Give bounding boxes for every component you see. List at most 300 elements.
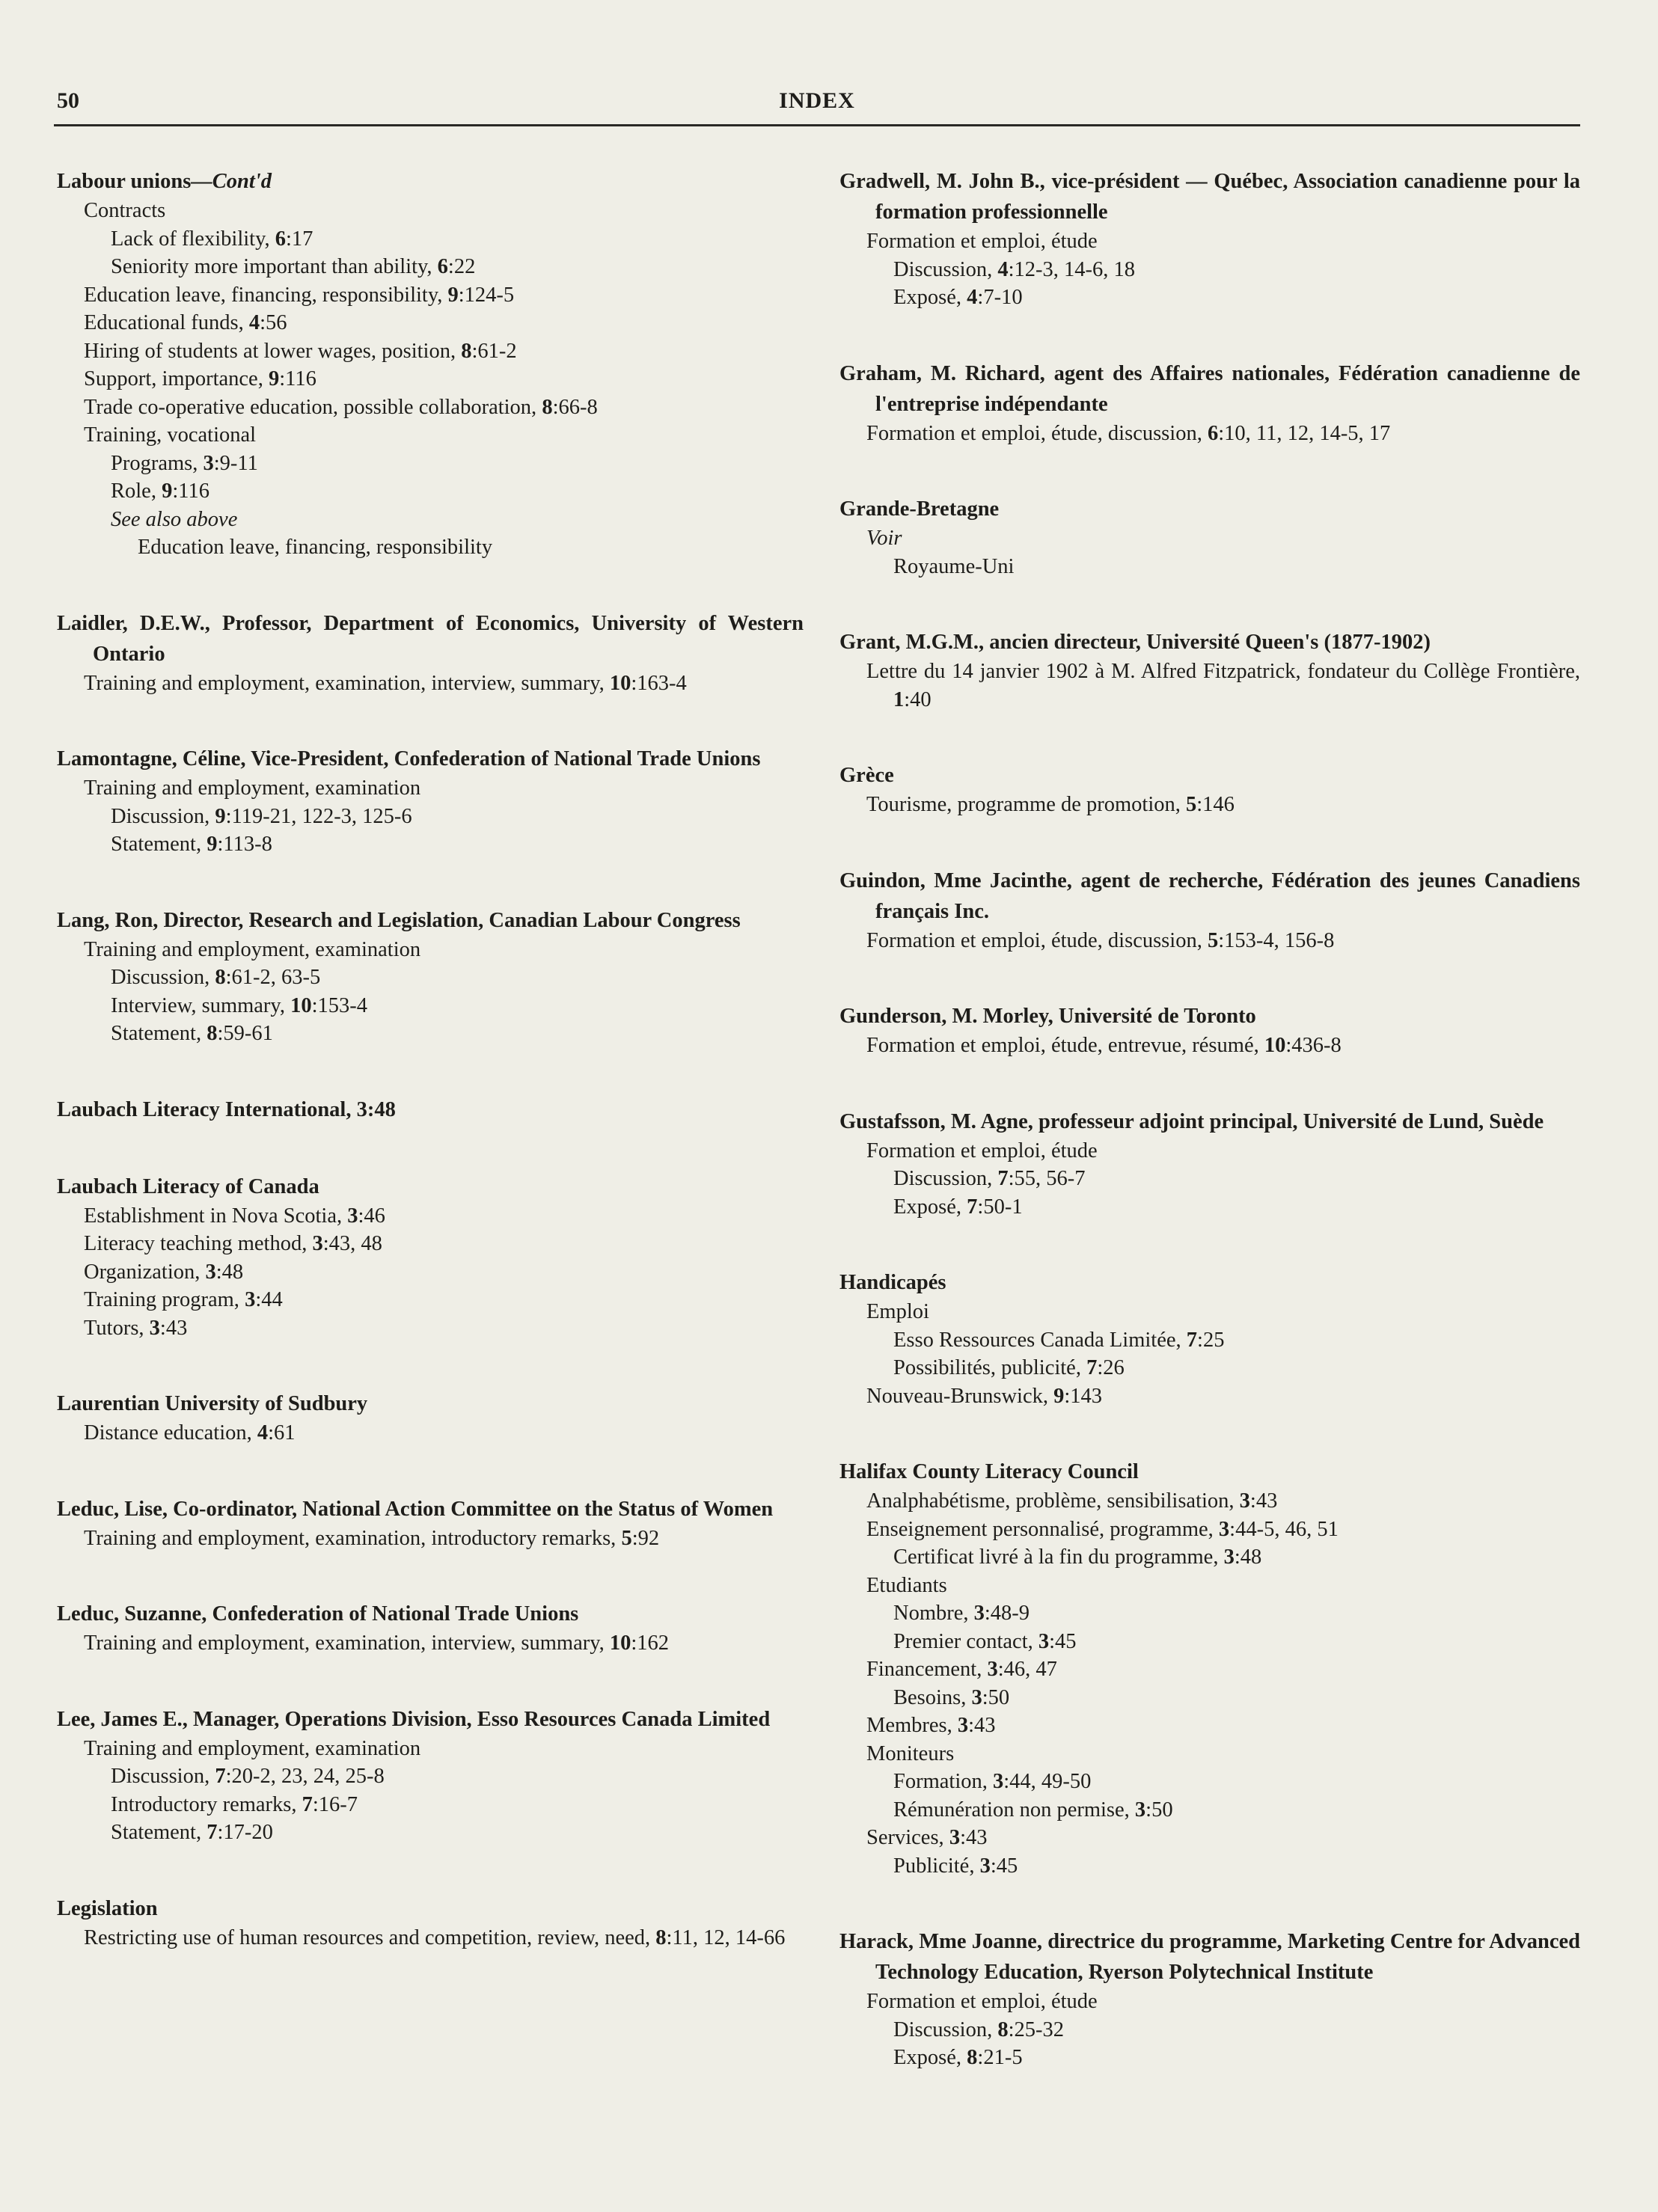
subentry-text: Training, vocational: [84, 423, 257, 447]
page-reference: :25: [1197, 1328, 1225, 1352]
subentry: [839, 553, 1580, 581]
subentry-text: Introductory remarks,: [111, 1792, 302, 1816]
issue-number: 3: [312, 1232, 323, 1255]
page-reference: :7-10: [977, 286, 1023, 309]
page-reference: :50-1: [977, 1195, 1023, 1219]
subentry-text: Distance education,: [84, 1421, 257, 1444]
subentry: [839, 1740, 1580, 1768]
subentry: [839, 1165, 1580, 1193]
entry-heading-text: Handicapés: [839, 1271, 946, 1294]
subentry-text: Discussion,: [111, 1765, 215, 1788]
subentry: [57, 1525, 804, 1553]
index-entry: [57, 1094, 804, 1125]
entry-heading-text: Halifax County Literacy Council: [839, 1460, 1139, 1483]
page-reference: :10, 11, 12, 14-5, 17: [1218, 421, 1391, 445]
entry-heading-text: Grant, M.G.M., ancien directeur, Université Queen's (1877-1902): [839, 631, 1431, 654]
subentry-text: Services,: [866, 1826, 949, 1849]
entry-heading: [839, 1001, 1580, 1032]
issue-number: 5: [1207, 928, 1219, 952]
subentry-text: Formation et emploi, étude, discussion,: [866, 928, 1208, 952]
index-entry: [839, 358, 1580, 448]
page-reference: :44, 49-50: [1003, 1770, 1092, 1793]
page-reference: :17-20: [217, 1821, 273, 1844]
entry-heading: [57, 1388, 804, 1419]
subentry-text: Tourisme, programme de promotion,: [866, 793, 1186, 816]
issue-number: 4: [257, 1421, 269, 1444]
subentry: [839, 1824, 1580, 1852]
entry-heading-text: Legislation: [57, 1896, 158, 1920]
subentry: [57, 1629, 804, 1658]
index-entry: [839, 1926, 1580, 2072]
subentry: [839, 791, 1580, 819]
subentry-text: Training and employment, examination, introductory remarks,: [84, 1526, 622, 1550]
subentry-text: Emploi: [866, 1300, 929, 1323]
issue-number: 3: [949, 1826, 961, 1849]
subentry: [57, 936, 804, 964]
issue-number: 3: [979, 1854, 991, 1878]
index-entry: [57, 608, 804, 698]
entry-heading: [839, 358, 1580, 420]
index-entry: [839, 627, 1580, 714]
page-reference: :66-8: [552, 395, 598, 419]
page-reference: :124-5: [458, 283, 515, 307]
issue-number: 9: [268, 367, 280, 390]
entry-heading-text: Harack, Mme Joanne, directrice du programme, Marketing Centre for Advanced Technology Education, Ryerson Polytechnical Institute: [839, 1930, 1580, 1984]
subentry: [57, 506, 804, 534]
subentry: [57, 337, 804, 366]
subentry-text: Statement,: [111, 1821, 207, 1844]
index-column-left: [57, 166, 804, 1998]
page-number: 50: [57, 88, 79, 113]
page-reference: :48: [1234, 1545, 1262, 1569]
subentry-text: Formation et emploi, étude, discussion,: [866, 421, 1208, 445]
subentry: [57, 1258, 804, 1287]
entry-heading: [839, 1926, 1580, 1988]
subentry-text: Training and employment, examination, interview, summary,: [84, 1632, 610, 1655]
issue-number: 3: [1239, 1489, 1250, 1513]
subentry: [57, 1286, 804, 1314]
page-reference: :436-8: [1285, 1034, 1342, 1057]
subentry-text: Statement,: [111, 1022, 207, 1045]
subentry: [57, 1314, 804, 1343]
subentry: [839, 658, 1580, 714]
issue-number: 8: [215, 966, 226, 989]
subentry: [839, 927, 1580, 955]
index-entry: [839, 1267, 1580, 1410]
subentry-text: Lettre du 14 janvier 1902 à M. Alfred Fitzpatrick, fondateur du Collège Frontière,: [866, 660, 1580, 683]
entry-heading-text: Laubach Literacy International, 3:48: [57, 1097, 396, 1121]
entry-heading-text: Lang, Ron, Director, Research and Legislation, Canadian Labour Congress: [57, 908, 741, 932]
page-reference: :61-2: [471, 339, 517, 363]
subentry-text: Moniteurs: [866, 1741, 955, 1765]
page-reference: :50: [1145, 1798, 1173, 1822]
subentry: [839, 524, 1580, 553]
subentry-text: Nouveau-Brunswick,: [866, 1384, 1054, 1408]
subentry: [57, 253, 804, 281]
page-reference: :11, 12, 14-66: [666, 1925, 786, 1949]
subentry-text: Seniority more important than ability,: [111, 255, 438, 278]
subentry-text: Etudiants: [866, 1573, 947, 1597]
subentry-text: Enseignement personnalisé, programme,: [866, 1517, 1219, 1541]
subentry: [57, 1791, 804, 1819]
issue-number: 6: [437, 255, 448, 278]
subentry: [839, 1572, 1580, 1600]
subentry: [57, 1419, 804, 1447]
subentry: [839, 1684, 1580, 1712]
subentry-text: Education leave, financing, responsibility,: [84, 283, 448, 307]
issue-number: 3: [993, 1770, 1004, 1793]
issue-number: 4: [248, 311, 260, 334]
cross-reference: See also above: [111, 507, 238, 531]
page-reference: :153-4: [311, 993, 367, 1017]
continued-marker: —Cont'd: [191, 170, 272, 193]
page-reference: :9-11: [213, 451, 258, 475]
subentry-text: Royaume-Uni: [893, 554, 1015, 578]
page-reference: :50: [982, 1685, 1010, 1709]
subentry: [57, 309, 804, 337]
issue-number: 9: [207, 833, 218, 856]
subentry-text: Formation et emploi, étude: [866, 1139, 1098, 1162]
index-column-right: [839, 166, 1580, 2118]
subentry-text: Tutors,: [84, 1316, 150, 1340]
subentry: [57, 1230, 804, 1258]
subentry-text: Exposé,: [893, 286, 967, 309]
subentry-text: Lack of flexibility,: [111, 227, 275, 251]
subentry: [839, 2016, 1580, 2044]
subentry: [57, 774, 804, 803]
page-reference: :61-2, 63-5: [225, 966, 321, 989]
page-reference: :12-3, 14-6, 18: [1008, 257, 1135, 281]
issue-number: 3: [347, 1204, 358, 1228]
entry-heading-text: Leduc, Suzanne, Confederation of National Trade Unions: [57, 1602, 579, 1626]
entry-heading-text: Graham, M. Richard, agent des Affaires nationales, Fédération canadienne de l'entreprise indépendante: [839, 361, 1580, 416]
subentry-text: Formation,: [893, 1770, 993, 1793]
page-reference: :163-4: [631, 671, 687, 695]
subentry: [57, 197, 804, 225]
subentry-text: Training and employment, examination: [84, 1736, 421, 1760]
issue-number: 9: [162, 480, 173, 503]
subentry: [57, 1762, 804, 1791]
page-reference: :43: [159, 1316, 188, 1340]
page-reference: :45: [990, 1854, 1018, 1878]
entry-heading-text: Grèce: [839, 764, 894, 787]
page-reference: :61: [268, 1421, 296, 1444]
subentry: [57, 1020, 804, 1048]
subentry-text: Discussion,: [893, 257, 998, 281]
subentry: [839, 1655, 1580, 1684]
subentry: [839, 1487, 1580, 1516]
page-reference: :48-9: [984, 1602, 1030, 1625]
subentry-text: Exposé,: [893, 2046, 967, 2069]
issue-number: 3: [149, 1316, 160, 1340]
subentry-text: Membres,: [866, 1714, 958, 1737]
subentry: [839, 1796, 1580, 1825]
subentry-text: Support, importance,: [84, 367, 269, 390]
subentry: [839, 284, 1580, 312]
subentry-text: Educational funds,: [84, 311, 249, 334]
subentry: [57, 1735, 804, 1763]
entry-heading: [57, 166, 804, 197]
issue-number: 9: [447, 283, 459, 307]
entry-heading: [839, 1106, 1580, 1137]
subentry-text: Statement,: [111, 833, 207, 856]
entry-heading: [57, 905, 804, 936]
entry-heading-text: Laurentian University of Sudbury: [57, 1392, 368, 1415]
issue-number: 10: [290, 993, 312, 1017]
entry-heading-text: Gunderson, M. Morley, Université de Toronto: [839, 1005, 1256, 1028]
subentry: [57, 830, 804, 859]
subentry-text: Nombre,: [893, 1602, 974, 1625]
subentry: [57, 1202, 804, 1231]
subentry-text: Hiring of students at lower wages, position,: [84, 339, 462, 363]
subentry: [57, 1819, 804, 1847]
entry-heading: [839, 866, 1580, 927]
entry-heading: [57, 1599, 804, 1629]
entry-heading: [839, 166, 1580, 227]
index-entry: [57, 166, 804, 562]
subentry: [839, 227, 1580, 256]
running-head: INDEX: [779, 88, 855, 113]
subentry-text: Financement,: [866, 1658, 988, 1681]
page-reference: :43, 48: [322, 1232, 382, 1255]
subentry: [57, 281, 804, 310]
entry-heading-text: Labour unions: [57, 170, 192, 193]
issue-number: 3: [957, 1714, 969, 1737]
issue-number: 6: [275, 227, 286, 251]
subentry-text: Formation et emploi, étude: [866, 1990, 1098, 2013]
entry-heading: [839, 760, 1580, 791]
entry-heading: [57, 1704, 804, 1735]
page-reference: :119-21, 122-3, 125-6: [225, 804, 412, 828]
issue-number: 1: [893, 687, 905, 711]
index-entry: [839, 760, 1580, 819]
subentry: [839, 1298, 1580, 1326]
page-reference: :143: [1064, 1384, 1103, 1408]
page-reference: :43: [968, 1714, 996, 1737]
entry-heading: [57, 608, 804, 670]
issue-number: 3: [1218, 1517, 1230, 1541]
entry-heading-text: Laidler, D.E.W., Professor, Department of Economics, University of Western Ontario: [57, 611, 804, 666]
page-reference: :44: [255, 1288, 283, 1311]
page-reference: :59-61: [217, 1022, 273, 1045]
issue-number: 8: [655, 1925, 667, 1949]
page-reference: :113-8: [217, 833, 272, 856]
entry-heading: [57, 1171, 804, 1202]
page-reference: :21-5: [977, 2046, 1023, 2069]
index-entry: [839, 1106, 1580, 1222]
subentry: [839, 420, 1580, 448]
issue-number: 4: [997, 257, 1009, 281]
index-entry: [839, 1456, 1580, 1880]
issue-number: 8: [207, 1022, 218, 1045]
subentry: [839, 1988, 1580, 2016]
page-reference: :46, 47: [997, 1658, 1057, 1681]
issue-number: 7: [997, 1167, 1009, 1190]
page-reference: :116: [172, 480, 209, 503]
subentry-text: Discussion,: [893, 2018, 998, 2041]
page-reference: :16-7: [312, 1792, 358, 1816]
subentry: [839, 1137, 1580, 1165]
subentry-text: Contracts: [84, 199, 166, 222]
page-reference: :162: [631, 1632, 670, 1655]
subentry: [57, 803, 804, 831]
issue-number: 7: [207, 1821, 218, 1844]
issue-number: 10: [1264, 1034, 1286, 1057]
subentry-text: Premier contact,: [893, 1629, 1038, 1653]
subentry: [839, 1543, 1580, 1572]
page-reference: :146: [1196, 793, 1235, 816]
subentry-text: Formation et emploi, étude: [866, 230, 1098, 253]
subentry: [57, 963, 804, 992]
entry-heading: [57, 1893, 804, 1924]
entry-heading: [57, 1494, 804, 1525]
subentry: [57, 225, 804, 254]
cross-reference: Voir: [866, 527, 902, 550]
entry-heading-text: Gradwell, M. John B., vice-président — Québec, Association canadienne pour la formation professionnelle: [839, 170, 1580, 224]
index-entry: [57, 1171, 804, 1343]
subentry: [839, 1516, 1580, 1544]
page-reference: :43: [1249, 1489, 1278, 1513]
page-reference: :45: [1049, 1629, 1077, 1653]
index-entry: [839, 1001, 1580, 1060]
subentry-text: Education leave, financing, responsibility: [138, 536, 493, 559]
index-entry: [57, 1494, 804, 1553]
entry-heading-text: Lee, James E., Manager, Operations Division, Esso Resources Canada Limited: [57, 1707, 771, 1731]
entry-heading: [839, 1267, 1580, 1298]
issue-number: 3: [1223, 1545, 1235, 1569]
issue-number: 3: [205, 1260, 216, 1284]
subentry-text: Analphabétisme, problème, sensibilisation,: [866, 1489, 1240, 1513]
subentry-text: Role,: [111, 480, 162, 503]
subentry-text: Exposé,: [893, 1195, 967, 1219]
subentry: [57, 393, 804, 422]
subentry: [57, 670, 804, 698]
subentry-text: Discussion,: [111, 966, 215, 989]
subentry-text: Organization,: [84, 1260, 206, 1284]
issue-number: 9: [215, 804, 226, 828]
subentry: [57, 365, 804, 393]
page-reference: :92: [631, 1526, 660, 1550]
subentry-text: Programs,: [111, 451, 204, 475]
entry-heading-text: Gustafsson, M. Agne, professeur adjoint principal, Université de Lund, Suède: [839, 1109, 1544, 1133]
page-reference: :25-32: [1008, 2018, 1065, 2041]
subentry-text: Training and employment, examination: [84, 937, 421, 961]
subentry: [57, 421, 804, 450]
issue-number: 5: [621, 1526, 632, 1550]
entry-heading-text: Leduc, Lise, Co-ordinator, National Action Committee on the Status of Women: [57, 1497, 774, 1521]
subentry: [839, 256, 1580, 284]
issue-number: 7: [1086, 1356, 1098, 1379]
subentry: [57, 533, 804, 562]
subentry-text: Formation et emploi, étude, entrevue, résumé,: [866, 1034, 1264, 1057]
subentry-text: Esso Ressources Canada Limitée,: [893, 1328, 1187, 1352]
subentry: [57, 477, 804, 506]
entry-heading: [839, 627, 1580, 658]
index-entry: [57, 744, 804, 859]
entry-heading: [839, 494, 1580, 524]
issue-number: 3: [987, 1658, 998, 1681]
subentry-text: Possibilités, publicité,: [893, 1356, 1087, 1379]
subentry-text: Training and employment, examination: [84, 776, 421, 800]
entry-heading: [57, 1094, 804, 1125]
subentry-text: Certificat livré à la fin du programme,: [893, 1545, 1224, 1569]
subentry: [57, 450, 804, 478]
subentry: [839, 1354, 1580, 1382]
subentry: [839, 2044, 1580, 2072]
issue-number: 7: [302, 1792, 313, 1816]
subentry: [839, 1852, 1580, 1881]
entry-heading: [57, 744, 804, 774]
page-reference: :40: [904, 687, 932, 711]
subentry: [57, 1924, 804, 1952]
page-header: [54, 84, 1580, 126]
subentry-text: Rémunération non permise,: [893, 1798, 1135, 1822]
subentry-text: Besoins,: [893, 1685, 972, 1709]
page-reference: :20-2, 23, 24, 25-8: [225, 1765, 385, 1788]
issue-number: 3: [971, 1685, 982, 1709]
index-entry: [57, 1893, 804, 1952]
page-reference: :26: [1097, 1356, 1125, 1379]
page-reference: :56: [260, 311, 287, 334]
entry-heading: [839, 1456, 1580, 1487]
subentry-text: Training and employment, examination, interview, summary,: [84, 671, 610, 695]
page-reference: :46: [358, 1204, 385, 1228]
issue-number: 10: [609, 671, 631, 695]
issue-number: 8: [967, 2046, 978, 2069]
subentry: [839, 1768, 1580, 1796]
index-entry: [57, 905, 804, 1048]
entry-heading-text: Grande-Bretagne: [839, 497, 1000, 521]
subentry-text: Discussion,: [111, 804, 215, 828]
subentry: [839, 1193, 1580, 1222]
page-reference: :116: [279, 367, 316, 390]
subentry: [839, 1382, 1580, 1411]
subentry: [839, 1326, 1580, 1355]
index-entry: [57, 1599, 804, 1658]
page-reference: :55, 56-7: [1008, 1167, 1086, 1190]
subentry: [839, 1032, 1580, 1060]
issue-number: 3: [245, 1288, 256, 1311]
issue-number: 7: [967, 1195, 978, 1219]
issue-number: 7: [215, 1765, 226, 1788]
subentry-text: Publicité,: [893, 1854, 980, 1878]
subentry-text: Restricting use of human resources and competition, review, need,: [84, 1925, 656, 1949]
subentry: [839, 1599, 1580, 1628]
index-entry: [839, 166, 1580, 312]
issue-number: 3: [1134, 1798, 1146, 1822]
issue-number: 3: [1038, 1629, 1050, 1653]
issue-number: 3: [973, 1602, 985, 1625]
issue-number: 10: [609, 1632, 631, 1655]
subentry-text: Interview, summary,: [111, 993, 291, 1017]
issue-number: 7: [1186, 1328, 1198, 1352]
index-entry: [839, 494, 1580, 580]
issue-number: 9: [1053, 1384, 1065, 1408]
issue-number: 8: [542, 395, 553, 419]
index-entry: [57, 1388, 804, 1447]
subentry: [57, 992, 804, 1020]
entry-heading-text: Guindon, Mme Jacinthe, agent de recherche, Fédération des jeunes Canadiens français Inc.: [839, 868, 1580, 923]
issue-number: 8: [997, 2018, 1009, 2041]
subentry-text: Trade co-operative education, possible collaboration,: [84, 395, 542, 419]
page-reference: :17: [286, 227, 313, 251]
page-reference: :48: [215, 1260, 244, 1284]
subentry-text: Discussion,: [893, 1167, 998, 1190]
issue-number: 6: [1207, 421, 1219, 445]
subentry: [839, 1712, 1580, 1740]
issue-number: 3: [203, 451, 214, 475]
subentry-text: Training program,: [84, 1288, 245, 1311]
